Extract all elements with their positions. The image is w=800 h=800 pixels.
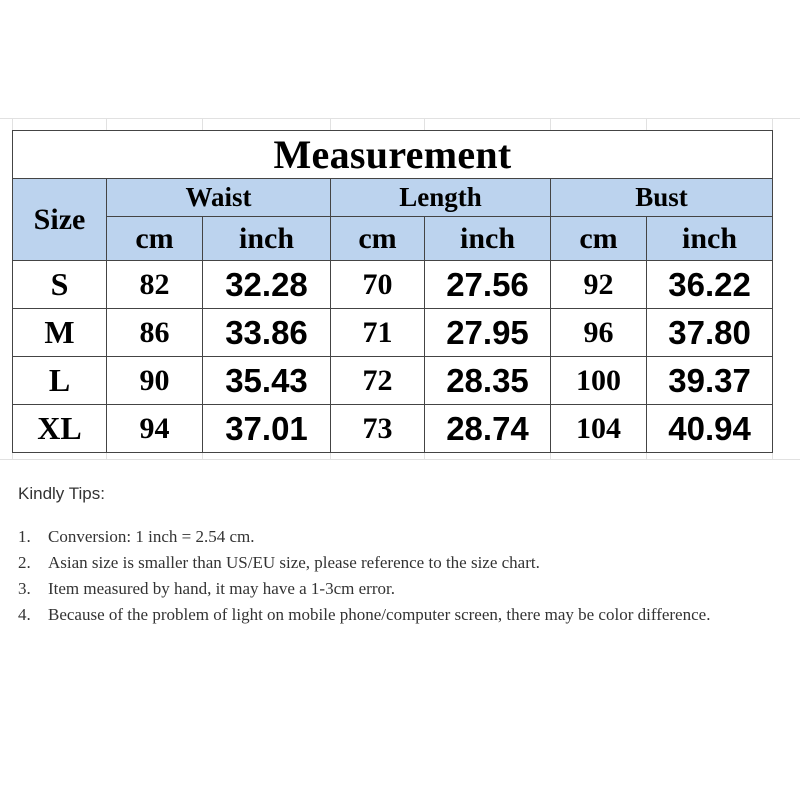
length-inch-cell: 27.95 (425, 309, 551, 357)
size-column-header: Size (13, 179, 107, 261)
bust-cm-cell: 104 (551, 405, 647, 453)
length-cm-header: cm (331, 217, 425, 261)
size-cell: L (13, 357, 107, 405)
bust-inch-cell: 37.80 (647, 309, 773, 357)
table-row (13, 405, 773, 453)
waist-inch-cell: 35.43 (203, 357, 331, 405)
length-inch-header: inch (425, 217, 551, 261)
tips-list (18, 524, 778, 628)
bust-cm-cell: 100 (551, 357, 647, 405)
list-item (18, 524, 778, 550)
waist-cm-cell: 82 (107, 261, 203, 309)
list-item (18, 602, 778, 628)
bust-inch-cell: 39.37 (647, 357, 773, 405)
list-item-text: Conversion: 1 inch = 2.54 cm. (48, 527, 255, 546)
length-cm-cell: 72 (331, 357, 425, 405)
length-group-header: Length (331, 179, 551, 217)
list-item-number: 1. (18, 527, 31, 546)
length-cm-cell: 70 (331, 261, 425, 309)
list-item-text: Asian size is smaller than US/EU size, please reference to the size chart. (48, 553, 540, 572)
size-cell: XL (13, 405, 107, 453)
bust-cm-cell: 92 (551, 261, 647, 309)
waist-inch-cell: 37.01 (203, 405, 331, 453)
list-item-number: 2. (18, 553, 31, 572)
table-row (13, 309, 773, 357)
bust-inch-cell: 36.22 (647, 261, 773, 309)
list-item-text: Because of the problem of light on mobile phone/computer screen, there may be color difference. (48, 605, 711, 624)
bust-inch-header: inch (647, 217, 773, 261)
length-cm-cell: 71 (331, 309, 425, 357)
table-title: Measurement (13, 131, 773, 179)
waist-cm-cell: 86 (107, 309, 203, 357)
kindly-tips-section (18, 484, 778, 628)
bust-group-header: Bust (551, 179, 773, 217)
list-item-text: Item measured by hand, it may have a 1-3cm error. (48, 579, 395, 598)
length-inch-cell: 27.56 (425, 261, 551, 309)
waist-cm-cell: 90 (107, 357, 203, 405)
waist-inch-cell: 32.28 (203, 261, 331, 309)
bust-cm-cell: 96 (551, 309, 647, 357)
length-inch-cell: 28.74 (425, 405, 551, 453)
size-cell: S (13, 261, 107, 309)
size-chart-table (12, 130, 773, 453)
waist-inch-header: inch (203, 217, 331, 261)
list-item-number: 4. (18, 605, 31, 624)
list-item-number: 3. (18, 579, 31, 598)
waist-cm-header: cm (107, 217, 203, 261)
size-cell: M (13, 309, 107, 357)
tips-title: Kindly Tips: (18, 484, 105, 503)
table-row (13, 261, 773, 309)
waist-cm-cell: 94 (107, 405, 203, 453)
waist-group-header: Waist (107, 179, 331, 217)
list-item (18, 550, 778, 576)
length-inch-cell: 28.35 (425, 357, 551, 405)
bust-inch-cell: 40.94 (647, 405, 773, 453)
bust-cm-header: cm (551, 217, 647, 261)
list-item (18, 576, 778, 602)
table-row (13, 357, 773, 405)
length-cm-cell: 73 (331, 405, 425, 453)
waist-inch-cell: 33.86 (203, 309, 331, 357)
